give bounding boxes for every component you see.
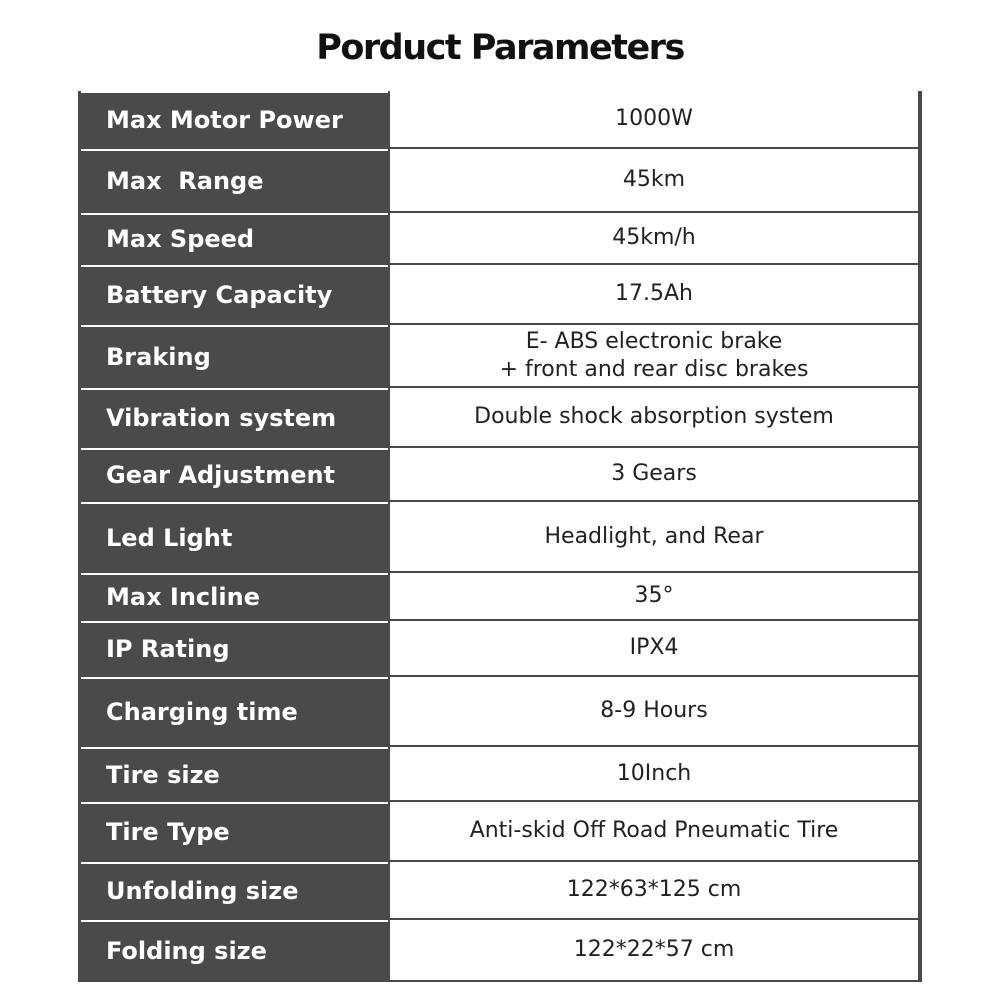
- parameter-label: Braking: [81, 325, 388, 386]
- parameter-value-line: IPX4: [629, 635, 679, 660]
- parameter-label: Folding size: [81, 920, 388, 980]
- parameter-value-line: 122*63*125 cm: [566, 877, 742, 902]
- parameter-value: [390, 862, 918, 918]
- table-row: [78, 862, 922, 920]
- table-row: [78, 91, 922, 149]
- parameter-value-line: 3 Gears: [611, 461, 697, 486]
- parameter-value-line: 35°: [634, 583, 674, 608]
- table-row: [78, 677, 922, 747]
- parameter-value: [390, 573, 918, 619]
- parameter-label: Max Incline: [81, 573, 388, 619]
- parameter-value: [390, 149, 918, 211]
- parameter-value-line: + front and rear disc brakes: [499, 356, 809, 382]
- table-row: [78, 920, 922, 982]
- parameter-value: [390, 621, 918, 675]
- parameter-value: [390, 920, 918, 980]
- parameter-value: [390, 747, 918, 800]
- parameter-value: [390, 388, 918, 446]
- parameter-value: [390, 265, 918, 323]
- parameter-value: [390, 325, 918, 386]
- parameter-label: Gear Adjustment: [81, 448, 388, 500]
- parameter-value-line: 17.5Ah: [615, 281, 693, 306]
- parameter-label: Max Motor Power: [81, 91, 388, 147]
- parameter-label: Unfolding size: [81, 862, 388, 918]
- page-title: Porduct Parameters: [316, 28, 684, 68]
- parameter-value-line: Anti-skid Off Road Pneumatic Tire: [469, 818, 839, 843]
- table-row: [78, 448, 922, 502]
- parameters-table: [78, 91, 922, 982]
- parameter-value: [390, 502, 918, 571]
- parameter-value: [390, 802, 918, 860]
- parameter-value: [390, 448, 918, 500]
- parameter-value-line: Headlight, and Rear: [544, 523, 764, 549]
- parameter-label: Max Speed: [81, 213, 388, 263]
- parameter-value-line: E- ABS electronic brake: [525, 328, 783, 354]
- table-row: [78, 502, 922, 573]
- parameter-label: IP Rating: [81, 621, 388, 675]
- table-row: [78, 325, 922, 388]
- table-row: [78, 149, 922, 213]
- parameter-value-line: 8-9 Hours: [600, 698, 708, 723]
- parameter-label: Vibration system: [81, 388, 388, 446]
- parameter-value-line: 10Inch: [616, 760, 692, 786]
- parameter-value-line: 45km/h: [612, 225, 696, 250]
- parameter-value-line: Double shock absorption system: [474, 404, 834, 429]
- table-row: [78, 265, 922, 325]
- parameter-value: [390, 677, 918, 745]
- table-row: [78, 802, 922, 862]
- table-row: [78, 573, 922, 621]
- parameter-value-line: 1000W: [615, 106, 693, 131]
- parameter-label: Battery Capacity: [81, 265, 388, 323]
- table-row: [78, 747, 922, 802]
- table-row: [78, 388, 922, 448]
- parameter-value: [390, 91, 918, 147]
- parameter-label: Max Range: [81, 149, 388, 211]
- parameter-label: Tire Type: [81, 802, 388, 860]
- parameter-label: Charging time: [81, 677, 388, 745]
- parameter-value-line: 45km: [622, 167, 686, 192]
- table-row: [78, 621, 922, 677]
- parameter-label: Tire size: [81, 747, 388, 800]
- parameter-label: Led Light: [81, 502, 388, 571]
- parameter-value: [390, 213, 918, 263]
- table-row: [78, 213, 922, 265]
- parameter-value-line: 122*22*57 cm: [573, 937, 735, 962]
